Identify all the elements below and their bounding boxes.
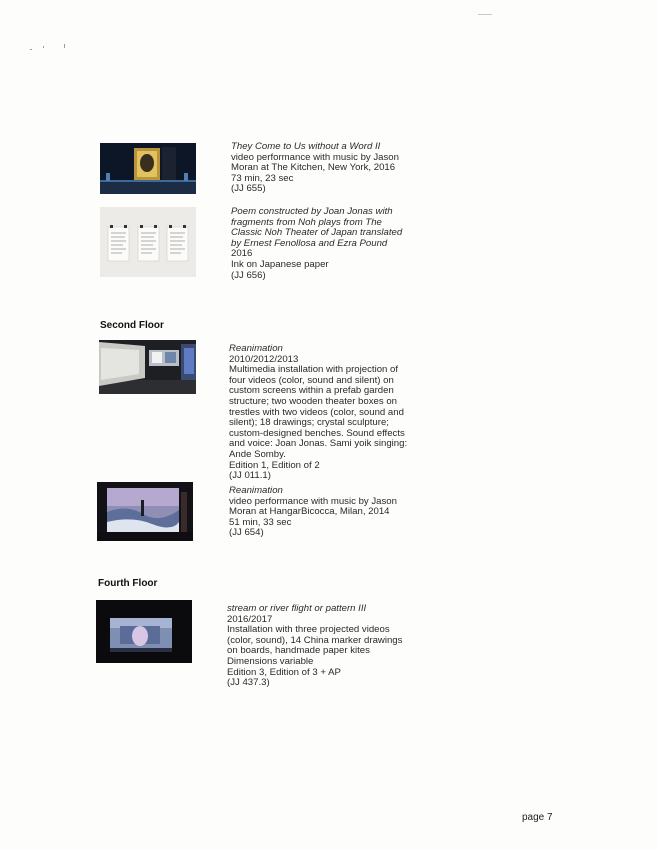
artwork-title-line: Poem constructed by Joan Jonas with (231, 206, 393, 217)
artwork-thumbnail-reanimation-performance (97, 482, 193, 541)
scan-speck (64, 44, 65, 48)
artwork-detail: Installation with three projected videos (227, 624, 390, 636)
scan-speck (30, 49, 32, 50)
artwork-detail: custom screens within a prefab garden (229, 385, 394, 397)
artwork-detail: 73 min, 23 sec (231, 172, 294, 184)
artwork-detail: 2010/2012/2013 (229, 353, 299, 365)
artwork-detail: (JJ 011.1) (229, 470, 271, 482)
artwork-caption (229, 344, 429, 482)
artwork-detail: and voice: Joan Jonas. Sami yoik singing: (229, 438, 408, 450)
artwork-detail: Ande Somby. (229, 448, 286, 460)
artwork-caption (227, 604, 427, 689)
artwork-detail: (JJ 437.3) (227, 677, 270, 689)
artwork-detail: (JJ 655) (231, 183, 266, 195)
artwork-detail: Edition 1, Edition of 2 (229, 459, 320, 471)
artwork-caption (229, 486, 429, 539)
artwork-thumbnail-they-come (100, 143, 196, 194)
artwork-detail: 2016/2017 (227, 613, 273, 625)
artwork-title-line: by Ernest Fenollosa and Ezra Pound (231, 237, 388, 249)
artwork-title: stream or river flight or pattern III (227, 603, 367, 614)
artwork-caption (231, 142, 431, 195)
scan-speck (43, 46, 44, 48)
artwork-thumbnail-stream-or-river (96, 600, 192, 663)
artwork-title-line: Classic Noh Theater of Japan translated (231, 227, 403, 239)
artwork-detail: video performance with music by Jason (229, 495, 397, 507)
artwork-detail: four videos (color, sound and silent) on (229, 374, 394, 386)
artwork-title: They Come to Us without a Word II (231, 141, 381, 152)
artwork-detail: silent); 18 drawings; crystal sculpture; (229, 417, 389, 429)
artwork-detail: custom-designed benches. Sound effects (229, 427, 405, 439)
artwork-thumbnail-reanimation-installation (99, 340, 196, 394)
artwork-caption (231, 207, 431, 281)
floor-heading-second: Second Floor (100, 320, 164, 331)
page-number: page 7 (522, 812, 553, 823)
artwork-detail: Multimedia installation with projection of (229, 364, 399, 376)
artwork-title: Reanimation (229, 343, 283, 354)
artwork-title: Reanimation (229, 485, 283, 496)
scan-speck (478, 14, 492, 15)
artwork-detail: Ink on Japanese paper (231, 258, 329, 270)
artwork-detail: Moran at HangarBicocca, Milan, 2014 (229, 506, 390, 518)
artwork-detail: video performance with music by Jason (231, 151, 399, 163)
artwork-thumbnail-poem (100, 207, 196, 277)
artwork-detail: 51 min, 33 sec (229, 516, 292, 528)
artwork-detail: 2016 (231, 248, 253, 260)
artwork-detail: (JJ 654) (229, 527, 264, 539)
artwork-detail: (color, sound), 14 China marker drawings (227, 634, 403, 646)
artwork-title-line: fragments from Noh plays from The (231, 216, 382, 228)
artwork-detail: (JJ 656) (231, 269, 266, 281)
floor-heading-fourth: Fourth Floor (98, 578, 158, 589)
artwork-detail: Dimensions variable (227, 655, 314, 667)
artwork-detail: Edition 3, Edition of 3 + AP (227, 666, 341, 678)
artwork-detail: trestles with two videos (color, sound and (229, 406, 404, 418)
artwork-detail: structure; two wooden theater boxes on (229, 395, 397, 407)
artwork-detail: on boards, handmade paper kites (227, 645, 370, 657)
artwork-detail: Moran at The Kitchen, New York, 2016 (231, 162, 396, 174)
